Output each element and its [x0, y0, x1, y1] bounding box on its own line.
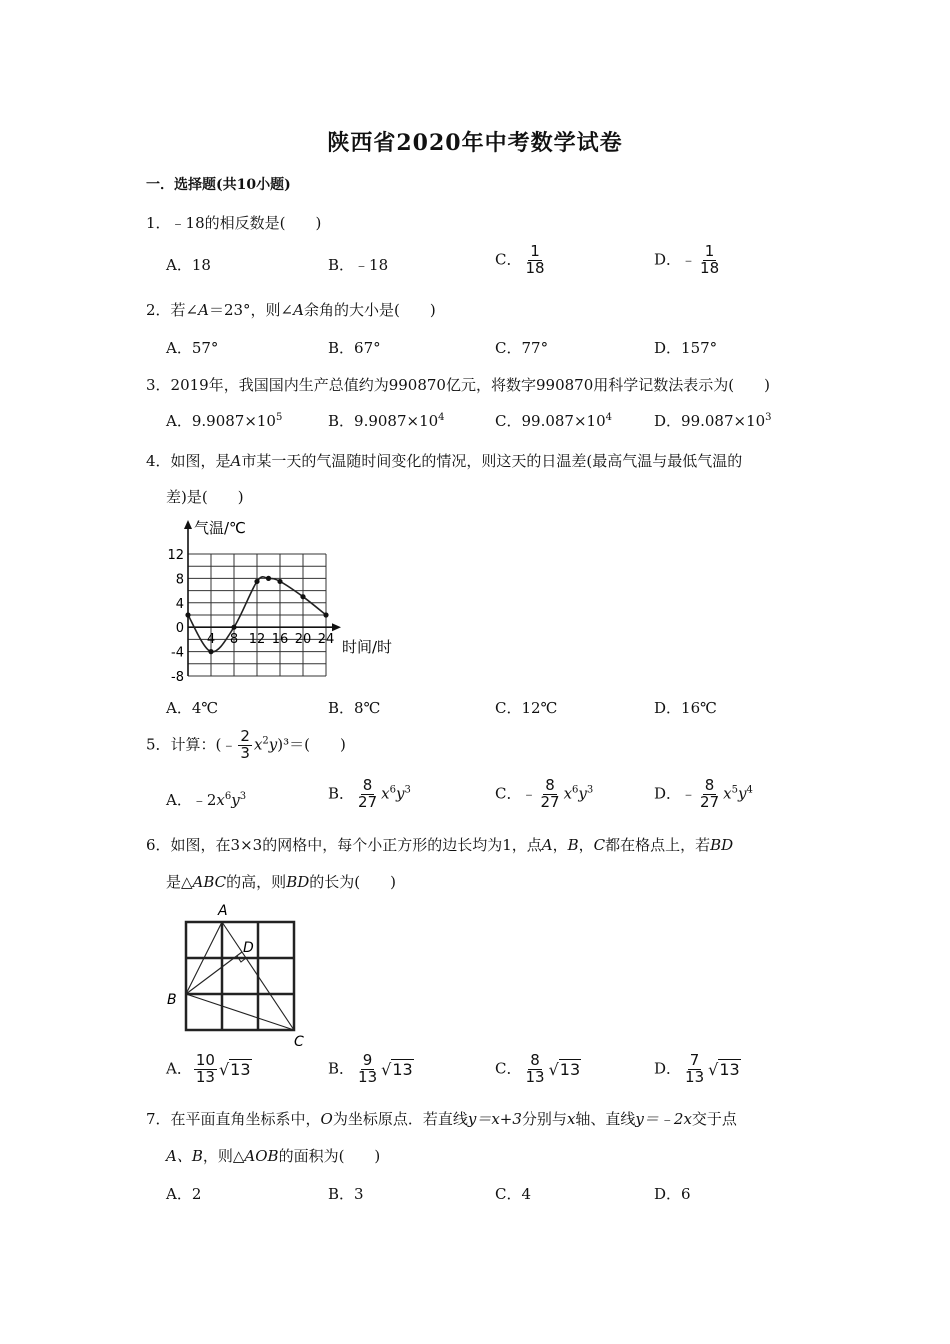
data-point: [231, 625, 236, 630]
exponent: 3: [239, 791, 247, 802]
x-tick-label: 8: [229, 632, 239, 648]
question-6-stem-line1: 6．如图，在3×3的网格中，每个小正方形的边长均为1，点A，B，C都在格点上，若BD: [146, 836, 734, 854]
stem-text: 的长为( ): [309, 873, 396, 891]
y-tick-label: 0: [175, 621, 184, 637]
stem-text: 余角的大小是( ): [303, 301, 436, 319]
question-3-stem: 3．2019年，我国国内生产总值约为990870亿元，将数字990870用科学记数法表示为( ): [146, 376, 770, 394]
var-y: y: [578, 784, 587, 803]
data-point: [300, 594, 305, 599]
fraction: [194, 1053, 217, 1086]
exponent: 4: [746, 784, 753, 796]
question-4-stem-line1: [146, 450, 742, 471]
data-point: [254, 579, 259, 584]
denominator: 13: [358, 1067, 378, 1086]
var-c: C: [593, 836, 606, 854]
var-x: x: [381, 784, 390, 803]
denominator: 3: [240, 743, 250, 762]
y-axis-arrow: [184, 520, 192, 529]
fraction: [538, 778, 561, 811]
var-x: x: [723, 784, 732, 803]
q3-option-b: [328, 410, 445, 431]
denominator: 13: [685, 1067, 705, 1086]
q3-option-a: [166, 410, 282, 431]
var-x: x: [563, 784, 573, 803]
var-o: O: [320, 1110, 333, 1128]
sqrt: √13: [708, 1059, 740, 1079]
option-text: D．: [654, 1059, 682, 1078]
q3-option-d: [654, 410, 772, 431]
q6-option-b: [328, 1053, 414, 1086]
stem-text: 分别与: [521, 1110, 567, 1128]
fraction: [698, 778, 721, 811]
label-c: C: [294, 1034, 304, 1050]
denominator: 18: [700, 258, 720, 277]
var-a: A: [198, 301, 209, 319]
grid-3x3: [186, 922, 294, 1030]
equation-2: y＝﹣2x: [635, 1110, 692, 1128]
radicand: 13: [392, 1059, 413, 1079]
q3-option-c: [495, 410, 612, 431]
question-7-stem-line1: [146, 1108, 737, 1129]
stem-text: 交于点: [691, 1110, 737, 1128]
stem-text: 市某一天的气温随时间变化的情况，则这天的日温差(最高气温与最低气温的: [241, 452, 743, 470]
exponent: 5: [275, 412, 283, 423]
label-a: A: [218, 903, 228, 919]
label-b: B: [167, 992, 177, 1008]
fraction: [683, 1053, 706, 1086]
question-6-stem-line2: [166, 871, 396, 892]
q2-option-a: A．57°: [166, 339, 219, 357]
stem-text: 7．在平面直角坐标系中，: [146, 1110, 321, 1128]
stem-text: 的高，则: [226, 873, 287, 891]
var-x: x: [216, 791, 225, 809]
sqrt: √13: [218, 1059, 251, 1079]
y-tick-label: 8: [175, 572, 184, 588]
stem-text: )³＝( ): [277, 735, 346, 754]
fraction: [238, 729, 252, 762]
x-tick-label: 20: [294, 632, 312, 648]
q1-option-a: A．18: [166, 256, 211, 274]
q7-option-b: B．3: [328, 1185, 364, 1203]
exponent: 4: [605, 412, 612, 423]
numerator: 8: [530, 1051, 540, 1069]
chart-grid: [188, 554, 326, 676]
x-axis-label: 时间/时: [342, 638, 393, 656]
exponent: 6: [389, 784, 396, 796]
option-text: D．99.087×10: [654, 412, 766, 430]
section-heading: 一．选择题(共10小题): [146, 177, 291, 193]
data-point: [266, 576, 271, 581]
q7-option-d: D．6: [654, 1185, 691, 1203]
option-text: A．: [166, 1059, 192, 1078]
numerator: 2: [240, 727, 250, 745]
x-tick-label: 4: [206, 632, 216, 648]
stem-text: 6．如图，在3×3的网格中，每个小正方形的边长均为1，点: [146, 836, 542, 854]
data-point: [208, 649, 213, 654]
y-axis-label: 气温/℃: [194, 519, 246, 537]
x-axis-arrow: [332, 623, 341, 631]
stem-text: 轴、直线: [575, 1110, 636, 1128]
q4-option-b: B．8℃: [328, 699, 381, 717]
question-1-stem: 1．﹣18的相反数是( ): [146, 214, 322, 232]
question-5-stem: [146, 729, 346, 762]
numerator: 8: [704, 776, 715, 794]
fraction: [523, 244, 546, 277]
x-tick-label: 12: [248, 632, 266, 648]
grid-triangle-figure: [160, 898, 320, 1050]
y-tick-label: 4: [175, 596, 184, 612]
q5-option-b: [328, 778, 411, 811]
sqrt: √13: [381, 1059, 413, 1079]
exponent: 3: [765, 412, 772, 423]
numerator: 9: [362, 1051, 373, 1069]
q4-option-d: D．16℃: [654, 699, 717, 717]
option-text: D．﹣: [654, 784, 697, 803]
fraction: [523, 1053, 546, 1086]
question-2-stem: [146, 299, 436, 320]
chart-axes: [184, 520, 341, 676]
x-tick-label: 24: [317, 632, 335, 648]
page-title: 陕西省2020年中考数学试卷: [327, 130, 623, 156]
var-y: y: [231, 791, 240, 809]
exponent: 3: [404, 784, 411, 796]
denominator: 13: [525, 1067, 545, 1086]
fraction: [356, 1053, 379, 1086]
var-a: A: [293, 301, 304, 319]
q1-option-b: B．﹣18: [328, 256, 389, 274]
stem-text: 4．如图，是: [146, 452, 231, 470]
var-b: B: [567, 836, 579, 854]
numerator: 8: [362, 776, 373, 794]
exponent: 5: [731, 784, 738, 796]
equation-1: y＝x+3: [467, 1110, 522, 1128]
stem-text: ＝23°，则∠: [208, 301, 294, 319]
numerator: 10: [195, 1051, 215, 1069]
y-tick-label: -4: [171, 645, 184, 661]
stem-text: 5．计算：(﹣: [146, 735, 237, 754]
exponent: 3: [586, 784, 594, 796]
var-bd: BD: [286, 873, 310, 891]
q2-option-b: B．67°: [328, 339, 381, 357]
exponent: 6: [572, 784, 579, 796]
var-y: y: [737, 784, 747, 803]
temperature-chart: [160, 515, 420, 690]
var-x: x: [566, 1110, 576, 1128]
stem-text: 的面积为( ): [278, 1147, 381, 1165]
fraction: [698, 244, 721, 277]
var-bd: BD: [710, 836, 734, 854]
denominator: 27: [540, 792, 560, 811]
stem-text: 2．若∠: [146, 301, 199, 319]
stem-text: 是△: [166, 873, 193, 891]
exponent: 4: [438, 412, 445, 423]
var-a: A: [541, 836, 553, 854]
q6-option-d: [654, 1053, 741, 1086]
question-7-stem-line2: [166, 1145, 380, 1166]
exponent: 2: [262, 735, 269, 747]
var-abc: ABC: [192, 873, 227, 891]
q4-option-c: C．12℃: [495, 699, 558, 717]
option-text: B．: [328, 1059, 355, 1078]
radicand: 13: [559, 1059, 581, 1079]
var-y: y: [395, 784, 405, 803]
data-point: [277, 579, 282, 584]
option-text: A．9.9087×10: [166, 412, 276, 430]
q2-option-d: D．157°: [654, 339, 718, 357]
stem-text: 都在格点上，若: [605, 836, 711, 854]
data-point: [185, 612, 190, 617]
q5-option-d: [654, 778, 753, 811]
option-text: B．: [328, 784, 355, 803]
option-text: C．: [495, 1059, 522, 1078]
stem-text: 为坐标原点．若直线: [332, 1110, 468, 1128]
q6-option-c: [495, 1053, 581, 1086]
q2-option-c: C．77°: [495, 339, 549, 357]
y-ticks: [167, 548, 184, 685]
var-a: A: [230, 452, 242, 470]
q7-option-a: A．2: [166, 1185, 202, 1203]
q1-option-d-label: D．﹣: [654, 250, 697, 269]
y-tick-label: 12: [167, 548, 184, 563]
numerator: 1: [704, 242, 715, 260]
denominator: 13: [195, 1067, 215, 1086]
option-text: A．﹣2: [166, 791, 217, 809]
var-x: x: [253, 735, 263, 754]
numerator: 8: [545, 776, 555, 794]
q1-option-d: [654, 244, 723, 277]
numerator: 7: [689, 1051, 700, 1069]
denominator: 27: [358, 792, 378, 811]
numerator: 1: [530, 242, 540, 260]
sqrt: √13: [548, 1059, 581, 1079]
q7-option-c: C．4: [495, 1185, 532, 1203]
var-aob: AOB: [244, 1147, 279, 1165]
radicand: 13: [230, 1059, 251, 1079]
q1-option-c-label: C．: [495, 250, 522, 269]
label-d: D: [243, 940, 254, 956]
radicand: 13: [719, 1059, 740, 1079]
option-text: C．﹣: [495, 784, 537, 803]
q5-option-c: [495, 778, 593, 811]
option-text: B．9.9087×10: [328, 412, 439, 430]
var-ab: A、B: [166, 1147, 203, 1165]
question-4-stem-line2: 差)是( ): [166, 488, 244, 506]
denominator: 27: [700, 792, 720, 811]
fraction: [356, 778, 379, 811]
denominator: 18: [525, 258, 545, 277]
stem-text: ，则△: [202, 1147, 245, 1165]
var-y: y: [268, 735, 278, 754]
exponent: 6: [224, 791, 232, 802]
q6-option-a: [166, 1053, 252, 1086]
q1-option-c: [495, 244, 549, 277]
q4-option-a: A．4℃: [166, 699, 219, 717]
option-text: C．99.087×10: [495, 412, 606, 430]
data-point: [323, 612, 328, 617]
triangle-lines: [186, 922, 294, 1030]
y-tick-label: -8: [171, 670, 184, 685]
x-tick-label: 16: [271, 632, 289, 648]
q5-option-a: [166, 789, 246, 810]
